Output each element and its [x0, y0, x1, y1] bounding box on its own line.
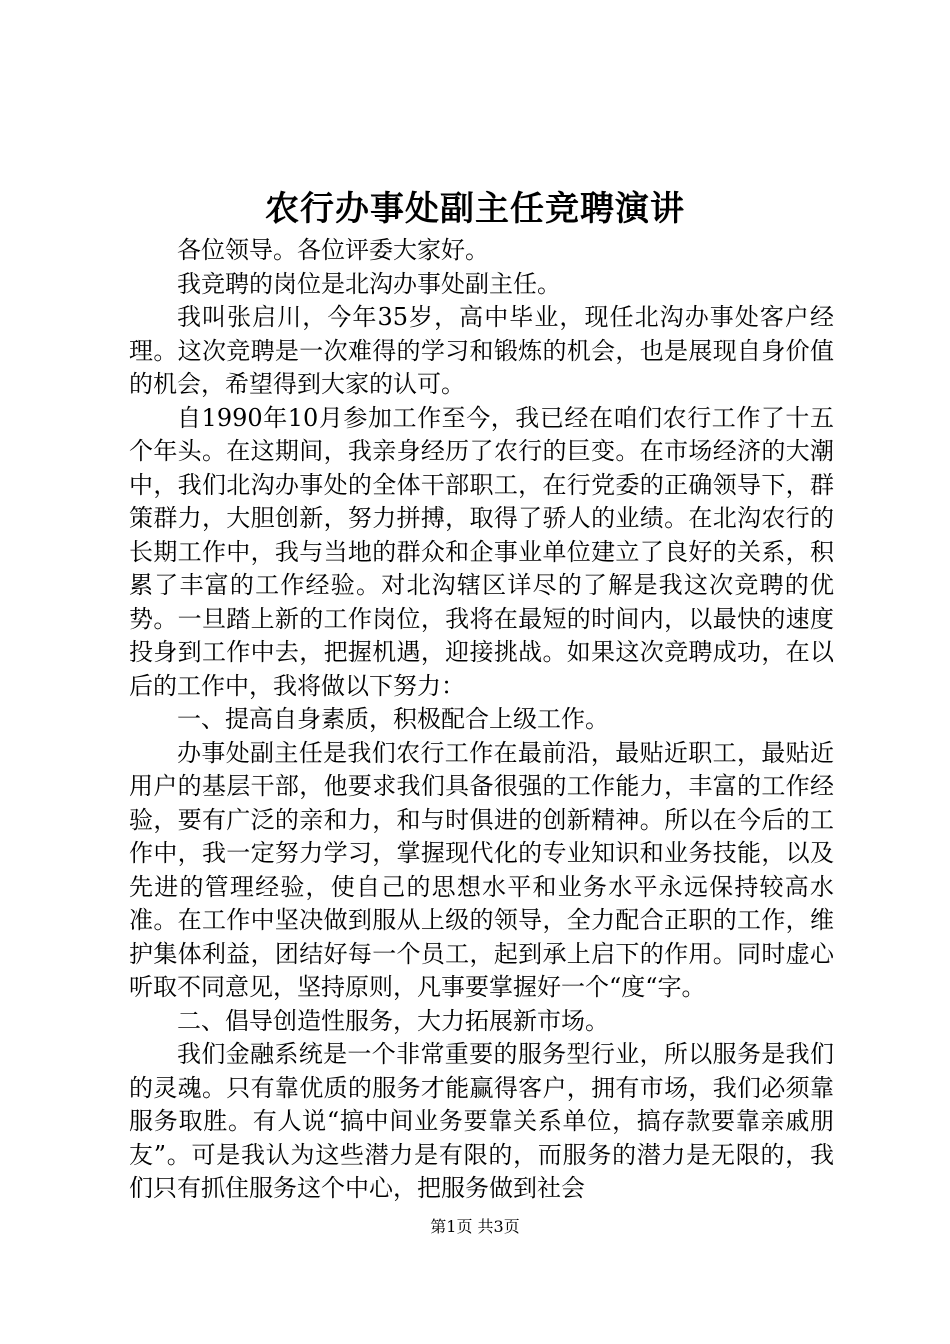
paragraph: 我叫张启川，今年35岁，高中毕业，现任北沟办事处客户经理。这次竞聘是一次难得的学习和锻炼的机会，也是展现自身价值的机会，希望得到大家的认可。	[129, 303, 834, 398]
paragraph: 一、提高自身素质，积极配合上级工作。	[177, 705, 609, 733]
page-footer: 第1页 共3页	[430, 1217, 520, 1236]
paragraph: 办事处副主任是我们农行工作在最前沿，最贴近职工，最贴近用户的基层干部，他要求我们具备很强的工作能力，丰富的工作经验，要有广泛的亲和力，和与时俱进的创新精神。所以在今后的工作中，我一定努力学习，掌握现代化的专业知识和业务技能，以及先进的管理经验，使自己的思想水平和业务水平永远保持较高水准。在工作中坚决做到服从上级的领导，全力配合正职的工作，维护集体利益，团结好每一个员工，起到承上启下的作用。同时虚心听取不同意见，坚持原则，凡事要掌握好一个“度“字。	[129, 738, 834, 1001]
document-title: 农行办事处副主任竞聘演讲	[265, 189, 685, 229]
paragraph: 二、倡导创造性服务，大力拓展新市场。	[177, 1006, 609, 1035]
paragraph: 我们金融系统是一个非常重要的服务型行业，所以服务是我们的灵魂。只有靠优质的服务才能赢得客户，拥有市场，我们必须靠服务取胜。有人说“搞中间业务要靠关系单位，搞存款要靠亲戚朋友”。可是我认为这些潜力是有限的，而服务的潜力是无限的，我们只有抓住服务这个中心，把服务做到社会	[129, 1040, 834, 1202]
paragraph: 自1990年10月参加工作至今，我已经在咱们农行工作了十五个年头。在这期间，我亲身经历了农行的巨变。在市场经济的大潮中，我们北沟办事处的全体干部职工，在行党委的正确领导下，群策群力，大胆创新，努力拼搏，取得了骄人的业绩。在北沟农行的长期工作中，我与当地的群众和企事业单位建立了良好的关系，积累了丰富的工作经验。对北沟辖区详尽的了解是我这次竞聘的优势。一旦踏上新的工作岗位，我将在最短的时间内，以最快的速度投身到工作中去，把握机遇，迎接挑战。如果这次竞聘成功，在以后的工作中，我将做以下努力：	[129, 403, 834, 700]
paragraph: 各位领导。各位评委大家好。	[177, 236, 489, 264]
paragraph: 我竞聘的岗位是北沟办事处副主任。	[177, 269, 561, 298]
document-body	[129, 234, 834, 1206]
